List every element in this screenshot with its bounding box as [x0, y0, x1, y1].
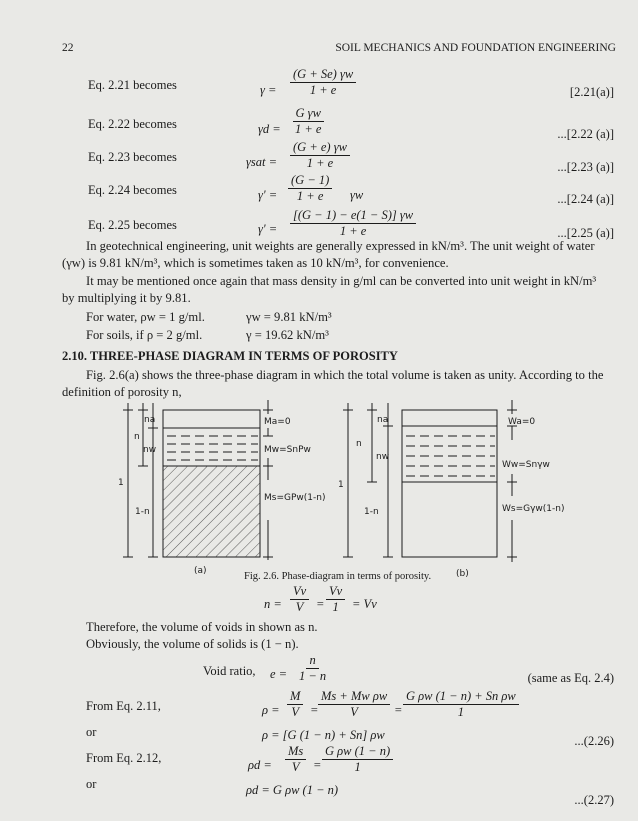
example-left: For water, ρw = 1 g/ml.: [86, 310, 205, 324]
paragraph-line: (γw) is 9.81 kN/m³, which is sometimes taken as 10 kN/m³, for convenience.: [62, 256, 449, 270]
rhod-simplified: ρd = G ρw (1 − n): [246, 783, 339, 797]
label-wa: Wa=0: [508, 417, 536, 427]
rho-simplified: ρ = [G (1 − n) + Sn] ρw: [262, 728, 385, 742]
equals-sign: =: [394, 703, 403, 717]
equals-sign: =: [310, 703, 319, 717]
running-title: SOIL MECHANICS AND FOUNDATION ENGINEERING: [335, 42, 616, 54]
label-one-minus-n: 1-n: [135, 507, 150, 517]
page-number: 22: [62, 42, 74, 54]
equation-number: ...(2.26): [574, 734, 614, 748]
equation-fraction: $\frac{(G - 1)}{1 + e}$: [288, 174, 332, 203]
label-na: na: [144, 415, 156, 425]
eq-tail: γw: [350, 188, 364, 202]
porosity-rhs: = Vv: [352, 597, 377, 611]
equation-fraction: $\frac{(G + e) \gamma w}{1 + e}$: [290, 141, 350, 170]
label-ma: Ma=0: [264, 417, 291, 427]
equals-sign: =: [316, 597, 325, 611]
section-title: 2.10. THREE-PHASE DIAGRAM IN TERMS OF POROSITY: [62, 349, 398, 363]
label-one: 1: [338, 480, 344, 490]
figure-tag-a: (a): [194, 566, 207, 576]
paragraph-line: Obviously, the volume of solids is (1 − n).: [86, 637, 299, 651]
water-dashes: [406, 436, 495, 476]
equation-fraction: $\frac{n}{1 - n}$: [299, 653, 327, 684]
equation-fraction: $\frac{M}{V}$: [287, 690, 303, 719]
or-word: or: [86, 725, 97, 739]
equation-number: [2.21(a)]: [569, 85, 614, 99]
example-right: γw = 9.81 kN/m³: [246, 310, 332, 324]
eq-lhs: γ' =: [258, 188, 278, 202]
void-ratio-note: (same as Eq. 2.4): [527, 671, 614, 685]
paragraph-line: In geotechnical engineering, unit weights are generally expressed in kN/m³. The unit weight of water: [86, 239, 595, 253]
paragraph-line: Therefore, the volume of voids in shown as n.: [86, 620, 318, 634]
equation-number: ...[2.25 (a)]: [557, 226, 614, 240]
equation-fraction: $\frac{Vv}{1}$: [326, 585, 345, 614]
paragraph-line: by multiplying it by 9.81.: [62, 291, 191, 305]
paragraph-line: Fig. 2.6(a) shows the three-phase diagram in which the total volume is taken as unity. According to the: [86, 368, 604, 382]
rhod-eq-label: From Eq. 2.12,: [86, 751, 162, 765]
eq-label: Eq. 2.23 becomes: [88, 150, 177, 164]
equation-number: ...[2.24 (a)]: [557, 192, 614, 206]
label-ws: Ws=Gγw(1-n): [502, 504, 565, 514]
equation-fraction: $\frac{Ms}{V}$: [285, 745, 306, 774]
rhod-lhs: ρd =: [248, 758, 272, 772]
eq-lhs: γd =: [258, 122, 281, 136]
eq-label: Eq. 2.25 becomes: [88, 218, 177, 232]
phase-box-b: [402, 410, 497, 557]
label-mw: Mw=SnPw: [264, 445, 311, 455]
label-nw: nw: [376, 452, 390, 462]
equation-fraction: $\frac{\text{G ρw (1 − n)}}{1}$: [322, 745, 393, 774]
diagram-b: [343, 400, 517, 562]
solids-hatch: [163, 466, 260, 557]
label-ww: Ww=Snγw: [502, 460, 550, 470]
label-n: n: [134, 432, 140, 442]
void-ratio-label: Void ratio,: [203, 664, 256, 678]
rho-eq-label: From Eq. 2.11,: [86, 699, 161, 713]
label-one-minus-n: 1-n: [364, 507, 379, 517]
equals-sign: =: [313, 758, 322, 772]
equation-number: ...(2.27): [574, 793, 614, 807]
label-nw: nw: [143, 445, 157, 455]
figure-caption: Fig. 2.6. Phase-diagram in terms of porosity.: [244, 571, 432, 582]
eq-lhs: γsat =: [246, 155, 278, 169]
label-one: 1: [118, 478, 124, 488]
equation-fraction: $\frac{\text{Ms + Mw ρw}}{V}$: [318, 690, 390, 719]
eq-lhs: γ' =: [258, 222, 278, 236]
paragraph-line: definition of porosity n,: [62, 385, 182, 399]
paragraph-line: It may be mentioned once again that mass density in g/ml can be converted into unit weight in kN/m³: [86, 274, 597, 288]
equation-fraction: $\frac{(G + Se) \gamma w}{1 + e}$: [290, 68, 356, 97]
eq-label: Eq. 2.22 becomes: [88, 117, 177, 131]
figure-tag-b: (b): [456, 569, 469, 579]
example-right: γ = 19.62 kN/m³: [246, 328, 329, 342]
equation-number: ...[2.23 (a)]: [557, 160, 614, 174]
void-ratio-lhs: e =: [270, 667, 288, 681]
equation-fraction: $\frac{[(G - 1) - e(1 - S)] \gamma w}{1 + e}$: [290, 209, 416, 238]
equation-fraction: $\frac{Vv}{V}$: [290, 585, 309, 614]
rho-lhs: ρ =: [262, 703, 280, 717]
equation-fraction: $\frac{\text{G ρw (1 − n) + Sn ρw}}{1}$: [403, 690, 519, 719]
porosity-lhs: n =: [264, 597, 282, 611]
label-n: n: [356, 439, 362, 449]
equation-fraction: $\frac{\text{G γw}}{1 + e}$: [292, 107, 324, 136]
label-ms: Ms=GPw(1-n): [264, 493, 326, 503]
water-dashes: [167, 436, 258, 460]
label-na: na: [377, 415, 389, 425]
eq-label: Eq. 2.24 becomes: [88, 183, 177, 197]
example-left: For soils, if ρ = 2 g/ml.: [86, 328, 203, 342]
equation-number: ...[2.22 (a)]: [557, 127, 614, 141]
or-word: or: [86, 777, 97, 791]
eq-lhs: γ =: [260, 83, 277, 97]
eq-label: Eq. 2.21 becomes: [88, 78, 177, 92]
